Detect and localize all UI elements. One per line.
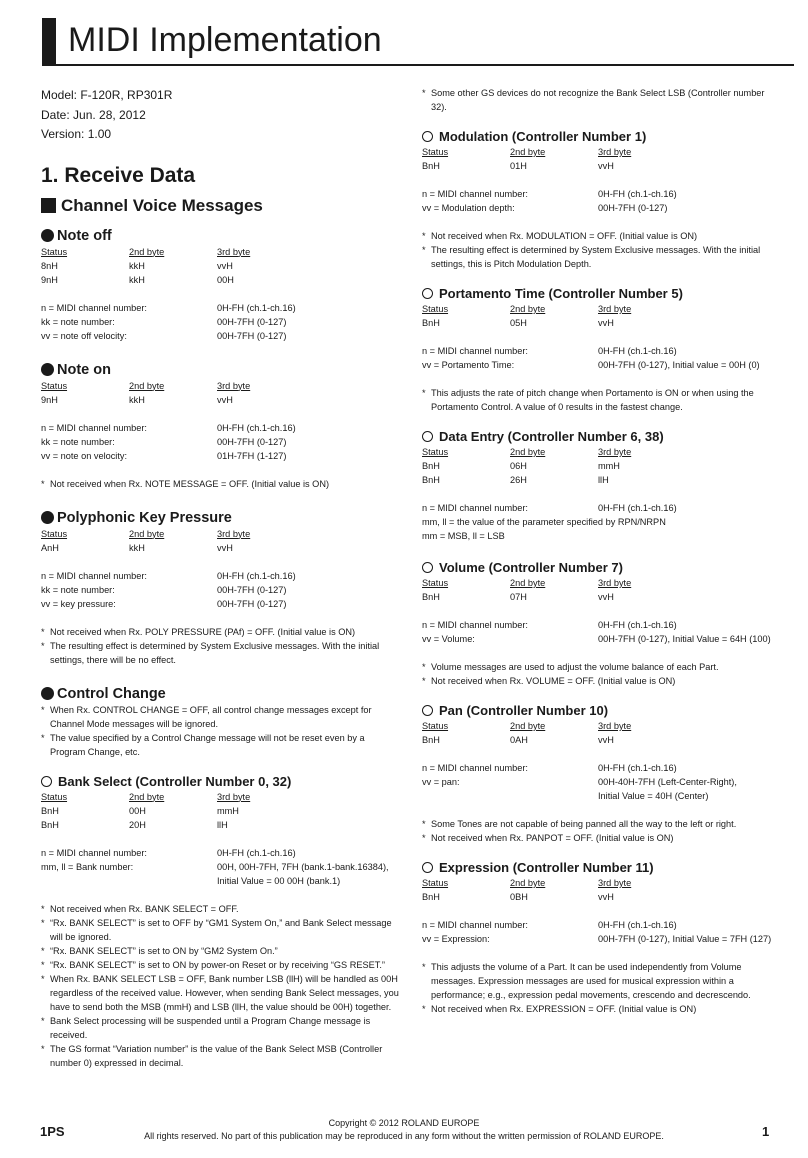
- param-value: 00H-7FH (0-127): [217, 330, 287, 341]
- byte3-cell: vvH: [598, 892, 614, 902]
- byte3-cell: vvH: [217, 542, 233, 553]
- footnote: * This adjusts the rate of pitch change when Portamento is ON or when using the Portamento Control. A value of 0 results in the fastest change.: [422, 386, 772, 414]
- page-title: MIDI Implementation: [68, 21, 382, 59]
- table-header: [41, 527, 401, 541]
- byte2-header: 2nd byte: [129, 246, 165, 257]
- status-cell: BnH: [422, 892, 440, 902]
- ring-bullet-icon: [422, 431, 433, 442]
- param-value: 00H, 00H-7FH, 7FH (bank.1-bank.16384),: [217, 861, 389, 872]
- note-off-heading: [41, 227, 401, 245]
- param-row: [422, 618, 772, 632]
- footnote: * The value specified by a Control Change message will not be reset even by a Program Change, etc.: [41, 731, 401, 759]
- left-column: [41, 86, 401, 1070]
- footnote: * Some Tones are not capable of being panned all the way to the left or right.: [422, 817, 772, 831]
- table-header: [422, 445, 772, 459]
- status-header: Status: [422, 578, 449, 588]
- param-row: [422, 201, 772, 215]
- param-row: [422, 918, 772, 932]
- table-header: [422, 145, 772, 159]
- byte3-header: 3rd byte: [217, 380, 251, 391]
- status-header: Status: [422, 878, 449, 888]
- byte2-header: 2nd byte: [510, 578, 546, 588]
- footnote-text: The GS format “Variation number” is the value of the Bank Select MSB (Controller number 0) expressed in decimal.: [50, 1043, 383, 1068]
- param-label: n = MIDI channel number:: [422, 620, 528, 630]
- param-label: vv = Modulation depth:: [422, 203, 515, 213]
- status-header: Status: [41, 791, 68, 802]
- table-row: [41, 818, 401, 832]
- footnote-text: Not received when Rx. BANK SELECT = OFF.: [50, 903, 239, 914]
- ring-bullet-icon: [422, 705, 433, 716]
- param-value: 0H-FH (ch.1-ch.16): [598, 189, 677, 199]
- bullet-icon: [41, 229, 54, 242]
- param-label: vv = key pressure:: [41, 598, 116, 609]
- byte3-header: 3rd byte: [598, 447, 632, 457]
- byte2-cell: 0AH: [510, 735, 528, 745]
- byte2-header: 2nd byte: [510, 721, 546, 731]
- date-line: Date: Jun. 28, 2012: [41, 107, 146, 122]
- footnote: * Volume messages are used to adjust the volume balance of each Part.: [422, 660, 772, 674]
- bullet-icon: [41, 511, 54, 524]
- byte2-cell: 01H: [510, 161, 527, 171]
- param-row: [41, 421, 401, 435]
- byte3-header: 3rd byte: [598, 578, 632, 588]
- param-row: [41, 583, 401, 597]
- table-header: [41, 245, 401, 259]
- table-row: [41, 804, 401, 818]
- byte3-cell: 00H: [217, 274, 234, 285]
- byte2-cell: 06H: [510, 461, 527, 471]
- param-row: [422, 789, 772, 803]
- status-cell: BnH: [422, 461, 440, 471]
- table-header: [422, 302, 772, 316]
- footnote: * Not received when Rx. BANK SELECT = OFF.: [41, 902, 401, 916]
- param-value: 0H-FH (ch.1-ch.16): [217, 302, 296, 313]
- param-label: n = MIDI channel number:: [422, 189, 528, 199]
- byte3-header: 3rd byte: [598, 721, 632, 731]
- param-label: n = MIDI channel number:: [422, 346, 528, 356]
- note-off-title: Note off: [57, 227, 112, 244]
- param-label: n = MIDI channel number:: [422, 503, 528, 513]
- param-value: 00H-7FH (0-127), Initial value = 00H (0): [598, 360, 760, 370]
- byte2-cell: kkH: [129, 394, 145, 405]
- note-on-title: Note on: [57, 361, 111, 378]
- param-row: [422, 775, 772, 789]
- param-row: [422, 501, 772, 515]
- table-row: [41, 541, 401, 555]
- param-value: 00H-7FH (0-127): [217, 584, 287, 595]
- control-change-heading: [41, 685, 401, 703]
- param-row: [41, 435, 401, 449]
- footnote: * Not received when Rx. PANPOT = OFF. (Initial value is ON): [422, 831, 772, 845]
- page-number: 1: [762, 1124, 770, 1139]
- right-column: [422, 86, 772, 1016]
- param-label: vv = Expression:: [422, 934, 490, 944]
- table-row: [422, 890, 772, 904]
- param-value: 00H-7FH (0-127): [217, 316, 287, 327]
- poly-pressure-heading: [41, 509, 401, 527]
- footnote: * “Rx. BANK SELECT” is set to ON by “GM2 System On.”: [41, 944, 401, 958]
- param-row: [422, 632, 772, 646]
- param-label: n = MIDI channel number:: [41, 302, 147, 313]
- footnote-text: Not received when Rx. POLY PRESSURE (PAf) = OFF. (Initial value is ON): [50, 626, 356, 637]
- byte3-cell: vvH: [598, 592, 614, 602]
- param-value: 01H-7FH (1-127): [217, 450, 287, 461]
- byte3-header: 3rd byte: [217, 791, 251, 802]
- status-cell: 9nH: [41, 394, 58, 405]
- byte3-cell: mmH: [217, 805, 239, 816]
- pan-title: Pan (Controller Number 10): [439, 703, 609, 718]
- byte2-cell: kkH: [129, 260, 145, 271]
- footnote: * When Rx. BANK SELECT LSB = OFF, Bank number LSB (llH) will be handled as 00H regardless of the received value. However, when sending Bank Select messages, you have to send both the MSB (mmH) and LSB (llH, the value should be 00H) together.: [41, 972, 401, 1014]
- subsection-title: [41, 195, 401, 217]
- table-header: [422, 576, 772, 590]
- param-value: 0H-FH (ch.1-ch.16): [217, 570, 296, 581]
- param-label: n = MIDI channel number:: [41, 422, 147, 433]
- param-line: mm = MSB, ll = LSB: [422, 531, 505, 541]
- table-header: [41, 790, 401, 804]
- param-row: [422, 358, 772, 372]
- portamento-title: Portamento Time (Controller Number 5): [439, 286, 683, 301]
- status-cell: AnH: [41, 542, 59, 553]
- status-cell: 8nH: [41, 260, 58, 271]
- param-label: kk = note number:: [41, 584, 115, 595]
- byte2-cell: 0BH: [510, 892, 528, 902]
- param-label: n = MIDI channel number:: [422, 920, 528, 930]
- byte3-header: 3rd byte: [217, 246, 251, 257]
- footnote-text: The value specified by a Control Change message will not be reset even by a Program Change, etc.: [50, 732, 365, 757]
- bank-select-heading: [41, 773, 401, 790]
- byte3-cell: llH: [217, 819, 228, 830]
- param-value: 00H-7FH (0-127): [598, 203, 668, 213]
- param-value: 0H-FH (ch.1-ch.16): [217, 422, 296, 433]
- byte2-header: 2nd byte: [510, 304, 546, 314]
- param-label: [422, 789, 598, 803]
- byte3-header: 3rd byte: [598, 147, 632, 157]
- square-bullet-icon: [41, 198, 56, 213]
- title-rule: [42, 64, 794, 66]
- byte2-cell: kkH: [129, 274, 145, 285]
- subsection-title-text: Channel Voice Messages: [61, 195, 263, 215]
- footnote-text: Not received when Rx. PANPOT = OFF. (Initial value is ON): [431, 833, 674, 843]
- param-row: [422, 344, 772, 358]
- param-label: vv = Volume:: [422, 634, 475, 644]
- table-row: [422, 590, 772, 604]
- param-row: [422, 932, 772, 946]
- byte2-header: 2nd byte: [510, 147, 546, 157]
- footnote-text: This adjusts the rate of pitch change when Portamento is ON or when using the Portamento Control. A value of 0 results in the fastest change.: [431, 388, 754, 412]
- bank-select-title: Bank Select (Controller Number 0, 32): [58, 773, 292, 789]
- ring-bullet-icon: [41, 776, 52, 787]
- param-row: [41, 874, 401, 888]
- footnote: * Not received when Rx. EXPRESSION = OFF. (Initial value is ON): [422, 1002, 772, 1016]
- byte3-cell: vvH: [598, 735, 614, 745]
- poly-pressure-title: Polyphonic Key Pressure: [57, 509, 232, 526]
- table-row: [41, 393, 401, 407]
- status-cell: BnH: [422, 735, 440, 745]
- status-cell: BnH: [422, 318, 440, 328]
- param-value: 0H-FH (ch.1-ch.16): [598, 503, 677, 513]
- table-header: [422, 719, 772, 733]
- section-title: 1. Receive Data: [41, 163, 196, 187]
- status-header: Status: [41, 380, 68, 391]
- param-value: 0H-FH (ch.1-ch.16): [217, 847, 296, 858]
- byte2-header: 2nd byte: [129, 528, 165, 539]
- byte2-cell: 07H: [510, 592, 527, 602]
- param-label: vv = pan:: [422, 777, 460, 787]
- param-row: [41, 860, 401, 874]
- modulation-title: Modulation (Controller Number 1): [439, 129, 647, 144]
- param-row: [422, 761, 772, 775]
- modulation-heading: [422, 128, 772, 145]
- param-row: [422, 187, 772, 201]
- footnote-text: The resulting effect is determined by System Exclusive messages. With the initial settings, this is Pitch Modulation Depth.: [431, 245, 761, 269]
- bullet-icon: [41, 687, 54, 700]
- param-label: vv = note off velocity:: [41, 330, 127, 341]
- param-value: 00H-7FH (0-127), Initial Value = 7FH (127): [598, 934, 772, 944]
- param-value: Initial Value = 00 00H (bank.1): [217, 875, 341, 886]
- param-label: mm, ll = Bank number:: [41, 861, 134, 872]
- footnote-text: The resulting effect is determined by System Exclusive messages. With the initial settings, there will be no effect.: [50, 640, 380, 665]
- param-label: kk = note number:: [41, 316, 115, 327]
- param-row: [41, 329, 401, 343]
- byte3-header: 3rd byte: [598, 304, 632, 314]
- footnote-text: Not received when Rx. EXPRESSION = OFF. (Initial value is ON): [431, 1004, 697, 1014]
- title-bar: [42, 18, 56, 64]
- byte2-cell: 00H: [129, 805, 146, 816]
- footer-copyright: Copyright © 2012 ROLAND EUROPE: [328, 1118, 480, 1128]
- footnote: * The resulting effect is determined by System Exclusive messages. With the initial settings, there will be no effect.: [41, 639, 401, 667]
- footer-rights: All rights reserved. No part of this publication may be reproduced in any form without the written permission of ROLAND EUROPE.: [144, 1131, 664, 1141]
- footnote: * The resulting effect is determined by System Exclusive messages. With the initial settings, this is Pitch Modulation Depth.: [422, 243, 772, 271]
- ring-bullet-icon: [422, 288, 433, 299]
- version-line: Version: 1.00: [41, 127, 112, 141]
- footnote: * Not received when Rx. POLY PRESSURE (PAf) = OFF. (Initial value is ON): [41, 625, 401, 639]
- byte3-cell: llH: [598, 475, 609, 485]
- param-value: 00H-7FH (0-127): [217, 436, 287, 447]
- param-row: [41, 846, 401, 860]
- footnote: * Some other GS devices do not recognize the Bank Select LSB (Controller number 32).: [422, 86, 772, 114]
- param-line: mm, ll = the value of the parameter specified by RPN/NRPN: [422, 517, 666, 527]
- footnote-text: Not received when Rx. NOTE MESSAGE = OFF. (Initial value is ON): [50, 478, 330, 489]
- footnote: * Not received when Rx. MODULATION = OFF. (Initial value is ON): [422, 229, 772, 243]
- volume-heading: [422, 559, 772, 576]
- param-label: n = MIDI channel number:: [41, 570, 147, 581]
- status-header: Status: [41, 528, 68, 539]
- param-label: vv = Portamento Time:: [422, 360, 515, 370]
- footer-code: 1PS: [40, 1124, 65, 1139]
- page-header: [42, 16, 794, 66]
- footnote-text: “Rx. BANK SELECT” is set to ON by power-on Reset or by receiving “GS RESET.”: [50, 959, 385, 970]
- param-value: 00H-7FH (0-127): [217, 598, 287, 609]
- status-cell: 9nH: [41, 274, 58, 285]
- footnote-text: Bank Select processing will be suspended until a Program Change message is received.: [50, 1015, 371, 1040]
- ring-bullet-icon: [422, 131, 433, 142]
- table-row: [41, 273, 401, 287]
- table-row: [422, 733, 772, 747]
- footnote-text: This adjusts the volume of a Part. It can be used independently from Volume messages. Expression messages are used for musical expression within a performance; e.g., expression pedal movements, crescendo and decrescendo.: [431, 962, 751, 1000]
- param-row: [41, 569, 401, 583]
- param-row: [41, 315, 401, 329]
- footnote: * “Rx. BANK SELECT” is set to OFF by “GM1 System On,” and Bank Select message will be ignored.: [41, 916, 401, 944]
- footnote-text: Some Tones are not capable of being panned all the way to the left or right.: [431, 819, 737, 829]
- param-row: [41, 301, 401, 315]
- status-header: Status: [422, 447, 449, 457]
- param-value: 0H-FH (ch.1-ch.16): [598, 763, 677, 773]
- footnote: * The GS format “Variation number” is the value of the Bank Select MSB (Controller number 0) expressed in decimal.: [41, 1042, 401, 1070]
- footnote-text: “Rx. BANK SELECT” is set to ON by “GM2 System On.”: [50, 945, 278, 956]
- control-change-title: Control Change: [57, 685, 166, 702]
- byte2-cell: 05H: [510, 318, 527, 328]
- status-cell: BnH: [422, 592, 440, 602]
- ring-bullet-icon: [422, 862, 433, 873]
- note-on-heading: [41, 361, 401, 379]
- footnote-text: “Rx. BANK SELECT” is set to OFF by “GM1 System On,” and Bank Select message will be ignored.: [50, 917, 392, 942]
- param-value: 0H-FH (ch.1-ch.16): [598, 346, 677, 356]
- footnote-text: When Rx. CONTROL CHANGE = OFF, all control change messages except for Channel Mode messages will be ignored.: [50, 704, 372, 729]
- volume-title: Volume (Controller Number 7): [439, 560, 623, 575]
- status-cell: BnH: [41, 805, 59, 816]
- status-cell: BnH: [41, 819, 59, 830]
- byte2-cell: 26H: [510, 475, 527, 485]
- byte2-cell: 20H: [129, 819, 146, 830]
- byte3-cell: vvH: [598, 161, 614, 171]
- param-value: 00H-40H-7FH (Left-Center-Right),: [598, 777, 737, 787]
- table-row: [422, 473, 772, 487]
- table-row: [422, 459, 772, 473]
- param-label: vv = note on velocity:: [41, 450, 128, 461]
- status-header: Status: [422, 721, 449, 731]
- status-header: Status: [422, 304, 449, 314]
- data-entry-title: Data Entry (Controller Number 6, 38): [439, 429, 664, 444]
- param-row: [41, 449, 401, 463]
- footnote: * Not received when Rx. VOLUME = OFF. (Initial value is ON): [422, 674, 772, 688]
- portamento-heading: [422, 285, 772, 302]
- status-header: Status: [41, 246, 68, 257]
- byte2-header: 2nd byte: [510, 447, 546, 457]
- param-value: 0H-FH (ch.1-ch.16): [598, 920, 677, 930]
- byte2-header: 2nd byte: [129, 380, 165, 391]
- footnote: * Bank Select processing will be suspended until a Program Change message is received.: [41, 1014, 401, 1042]
- param-value: 0H-FH (ch.1-ch.16): [598, 620, 677, 630]
- footnote-text: Not received when Rx. MODULATION = OFF. (Initial value is ON): [431, 231, 698, 241]
- pan-heading: [422, 702, 772, 719]
- table-row: [422, 316, 772, 330]
- data-entry-heading: [422, 428, 772, 445]
- status-cell: BnH: [422, 475, 440, 485]
- param-value: Initial Value = 40H (Center): [598, 791, 709, 801]
- byte3-cell: vvH: [598, 318, 614, 328]
- status-header: Status: [422, 147, 449, 157]
- expression-title: Expression (Controller Number 11): [439, 860, 654, 875]
- param-value: 00H-7FH (0-127), Initial Value = 64H (100): [598, 634, 771, 644]
- byte3-cell: mmH: [598, 461, 620, 471]
- footnote-text: When Rx. BANK SELECT LSB = OFF, Bank number LSB (llH) will be handled as 00H regardless of the received value. However, when sending Bank Select messages, you have to send both the MSB (mmH) and LSB (llH, the value should be 00H) together.: [50, 973, 399, 1012]
- byte2-header: 2nd byte: [129, 791, 165, 802]
- table-header: [422, 876, 772, 890]
- param-label: kk = note number:: [41, 436, 115, 447]
- param-label: [41, 874, 217, 888]
- byte3-header: 3rd byte: [217, 528, 251, 539]
- param-row: [41, 597, 401, 611]
- bullet-icon: [41, 363, 54, 376]
- footnote-text: Not received when Rx. VOLUME = OFF. (Initial value is ON): [431, 676, 676, 686]
- byte3-header: 3rd byte: [598, 878, 632, 888]
- footnote: * Not received when Rx. NOTE MESSAGE = OFF. (Initial value is ON): [41, 477, 401, 491]
- footnote: * When Rx. CONTROL CHANGE = OFF, all control change messages except for Channel Mode messages will be ignored.: [41, 703, 401, 731]
- model-line: Model: F-120R, RP301R: [41, 88, 173, 102]
- byte2-cell: kkH: [129, 542, 145, 553]
- expression-heading: [422, 859, 772, 876]
- param-label: n = MIDI channel number:: [41, 847, 147, 858]
- table-row: [422, 159, 772, 173]
- param-label: n = MIDI channel number:: [422, 763, 528, 773]
- ring-bullet-icon: [422, 562, 433, 573]
- byte3-cell: vvH: [217, 394, 233, 405]
- status-cell: BnH: [422, 161, 440, 171]
- table-row: [41, 259, 401, 273]
- footnote: * “Rx. BANK SELECT” is set to ON by power-on Reset or by receiving “GS RESET.”: [41, 958, 401, 972]
- footnote-text: Volume messages are used to adjust the volume balance of each Part.: [431, 662, 719, 672]
- table-header: [41, 379, 401, 393]
- byte2-header: 2nd byte: [510, 878, 546, 888]
- footnote-text: Some other GS devices do not recognize the Bank Select LSB (Controller number 32).: [431, 88, 765, 112]
- byte3-cell: vvH: [217, 260, 233, 271]
- footnote: * This adjusts the volume of a Part. It can be used independently from Volume messages. Expression messages are used for musical expression within a performance; e.g., expression pedal movements, crescendo and decrescendo.: [422, 960, 772, 1002]
